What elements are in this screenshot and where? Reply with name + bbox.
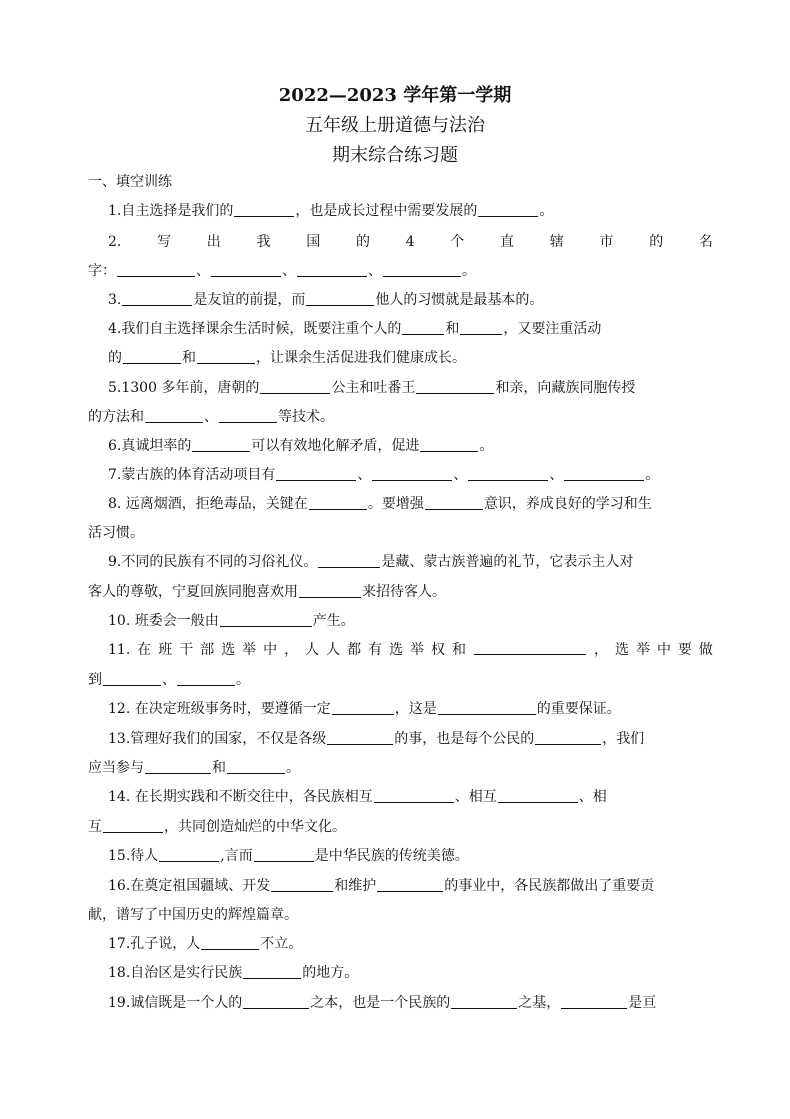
question-14: 14. 在长期实践和不断交往中，各民族相互 、相互 、相 (108, 789, 607, 805)
school-year-title: 2022—2023 学年第一学期 (278, 85, 512, 106)
answer-blank[interactable] (299, 583, 361, 598)
question-2-cont: 字： 、 、 、 。 (88, 263, 476, 279)
question-4-cont: 的 和 ，让课余生活促进我们健康成长。 (108, 350, 466, 366)
answer-blank[interactable] (192, 437, 250, 452)
question-5-cont: 的方法和 、 等技术。 (88, 409, 334, 425)
answer-blank[interactable] (234, 202, 294, 217)
answer-blank[interactable] (460, 320, 502, 335)
question-2: 2. 写 出 我 国 的 4 个 直 辖 市 的 名 (108, 234, 713, 250)
answer-blank[interactable] (243, 964, 301, 979)
answer-blank[interactable] (227, 759, 285, 774)
answer-blank[interactable] (159, 847, 219, 862)
answer-blank[interactable] (103, 671, 161, 686)
answer-blank[interactable] (377, 877, 443, 892)
answer-blank[interactable] (561, 994, 627, 1009)
answer-blank[interactable] (117, 262, 195, 277)
answer-blank[interactable] (438, 700, 536, 715)
answer-blank[interactable] (327, 730, 393, 745)
answer-blank[interactable] (383, 262, 461, 277)
answer-blank[interactable] (498, 788, 578, 803)
answer-blank[interactable] (318, 553, 380, 568)
answer-blank[interactable] (271, 877, 333, 892)
question-6: 6.真诚坦率的 可以有效地化解矛盾，促进 。 (108, 438, 494, 454)
subject-title: 五年级上册道德与法治 (305, 115, 485, 136)
answer-blank[interactable] (197, 349, 255, 364)
question-12: 12. 在决定班级事务时，要遵循一定 ，这是 的重要保证。 (108, 701, 621, 717)
question-1: 1.自主选择是我们的 ，也是成长过程中需要发展的 。 (108, 203, 554, 219)
answer-blank[interactable] (374, 788, 454, 803)
answer-blank[interactable] (219, 408, 277, 423)
answer-blank[interactable] (145, 759, 211, 774)
section-heading: 一、填空训练 (88, 174, 172, 190)
answer-blank[interactable] (564, 466, 644, 481)
answer-blank[interactable] (474, 640, 586, 655)
answer-blank[interactable] (478, 202, 538, 217)
answer-blank[interactable] (402, 320, 444, 335)
question-8-cont: 活习惯。 (88, 525, 144, 541)
answer-blank[interactable] (254, 847, 314, 862)
answer-blank[interactable] (220, 612, 312, 627)
answer-blank[interactable] (451, 994, 517, 1009)
question-11: 11. 在 班 干 部 选 举 中 ， 人 人 都 有 选 举 权 和 ， 选 举 中 要 做 (108, 642, 713, 658)
answer-blank[interactable] (297, 262, 367, 277)
answer-blank[interactable] (243, 994, 309, 1009)
question-18: 18.自治区是实行民族 的地方。 (108, 965, 359, 981)
answer-blank[interactable] (123, 349, 181, 364)
question-5: 5.1300 多年前，唐朝的 公主和吐番王 和亲，向藏族同胞传授 (108, 380, 636, 396)
answer-blank[interactable] (103, 818, 163, 833)
answer-blank[interactable] (468, 466, 548, 481)
question-11-cont: 到 、 。 (88, 672, 250, 688)
question-9-cont: 客人的尊敬，宁夏回族同胞喜欢用 来招待客人。 (88, 584, 446, 600)
question-15: 15.待人 ,言而 是中华民族的传统美德。 (108, 848, 469, 864)
answer-blank[interactable] (420, 437, 478, 452)
answer-blank[interactable] (276, 466, 356, 481)
answer-blank[interactable] (535, 730, 601, 745)
question-10: 10. 班委会一般由 产生。 (108, 613, 355, 629)
answer-blank[interactable] (260, 379, 330, 394)
question-13-cont: 应当参与 和 。 (88, 760, 300, 776)
answer-blank[interactable] (145, 408, 203, 423)
answer-blank[interactable] (309, 495, 367, 510)
answer-blank[interactable] (425, 495, 483, 510)
answer-blank[interactable] (122, 291, 192, 306)
question-19: 19.诚信既是一个人的 之本，也是一个民族的 之基， 是亘 (108, 995, 657, 1011)
answer-blank[interactable] (332, 700, 394, 715)
question-8: 8. 远离烟酒，拒绝毒品，关键在 。要增强 意识，养成良好的学习和生 (108, 496, 652, 512)
answer-blank[interactable] (211, 262, 281, 277)
question-4: 4.我们自主选择课余生活时候，既要注重个人的 和 ，又要注重活动 (108, 321, 602, 337)
answer-blank[interactable] (201, 935, 259, 950)
answer-blank[interactable] (372, 466, 452, 481)
question-17: 17.孔子说，人 不立。 (108, 936, 303, 952)
answer-blank[interactable] (306, 291, 374, 306)
question-16-cont: 献，谱写了中国历史的辉煌篇章。 (88, 907, 298, 923)
answer-blank[interactable] (416, 379, 494, 394)
question-14-cont: 互 ，共同创造灿烂的中华文化。 (88, 819, 346, 835)
question-3: 3. 是友谊的前提，而 他人的习惯就是最基本的。 (108, 292, 544, 308)
question-9: 9.不同的民族有不同的习俗礼仪。 是藏、蒙古族普遍的礼节，它表示主人对 (108, 554, 634, 570)
exam-title: 期末综合练习题 (332, 145, 458, 166)
question-16: 16.在奠定祖国疆域、开发 和维护 的事业中，各民族都做出了重要贡 (108, 878, 655, 894)
answer-blank[interactable] (177, 671, 235, 686)
question-7: 7.蒙古族的体育活动项目有 、 、 、 。 (108, 467, 660, 483)
question-13: 13.管理好我们的国家，不仅是各级 的事，也是每个公民的 ，我们 (108, 731, 645, 747)
